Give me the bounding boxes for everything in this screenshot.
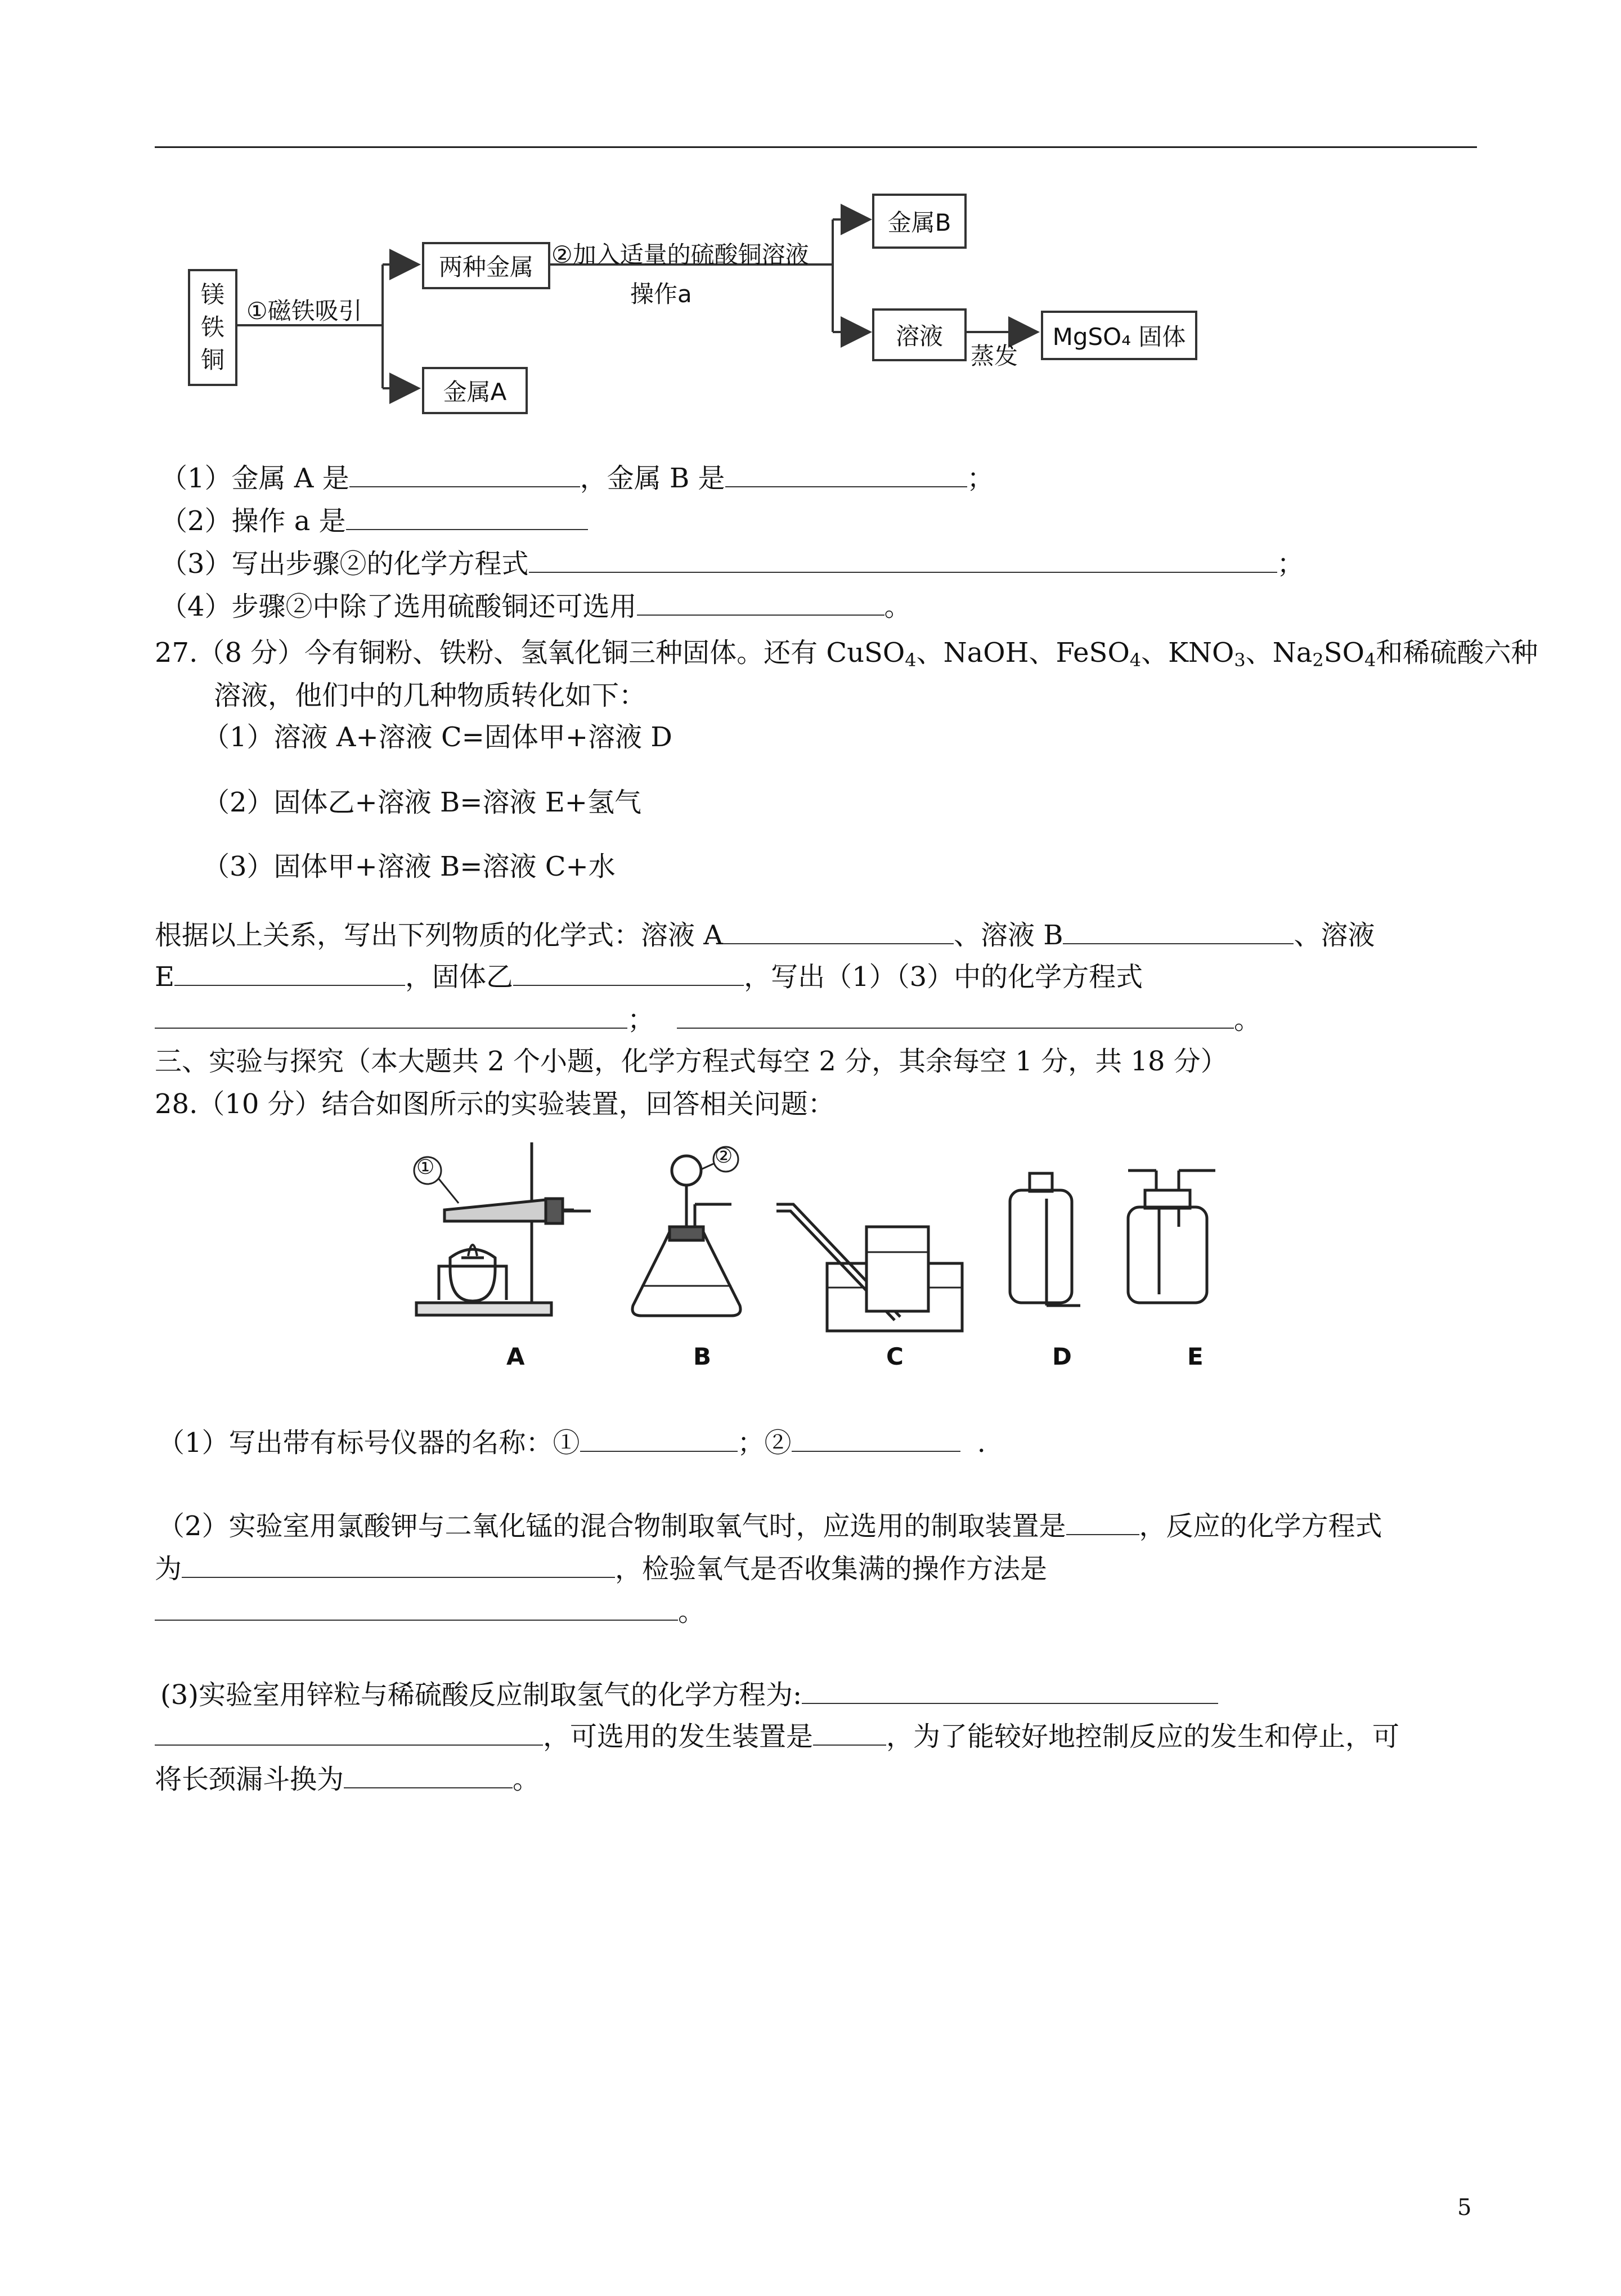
lab-apparatus-figure <box>405 1137 1227 1384</box>
q28-part-3-line-2: ，可选用的发生装置是 ，为了能较好地控制反应的发生和停止，可 <box>155 1719 1399 1754</box>
two-metals-box: 两种金属 <box>422 242 550 289</box>
answer-blank[interactable] <box>637 589 884 616</box>
start-mixture-box <box>188 269 237 386</box>
answer-blank[interactable] <box>1063 917 1294 944</box>
answer-blank[interactable] <box>792 1425 960 1452</box>
q28-part-2-line-2: 为 ，检验氧气是否收集满的操作方法是 <box>155 1551 1047 1586</box>
start-char: 铁 <box>200 313 224 341</box>
apparatus-a <box>414 1142 591 1315</box>
q28-title: 28.（10 分）结合如图所示的实验装置，回答相关问题： <box>155 1088 835 1120</box>
product-box: MgSO₄ 固体 <box>1041 311 1197 360</box>
header-rule <box>155 146 1477 148</box>
apparatus-drawing <box>405 1137 1227 1384</box>
answer-blank[interactable] <box>344 1761 513 1788</box>
q27-ask-2: E ，固体乙 ，写出（1）（3）中的化学方程式 <box>155 959 1143 994</box>
apparatus-e <box>1128 1171 1215 1303</box>
apparatus-c <box>776 1204 962 1331</box>
operation-label: 操作a <box>630 280 692 308</box>
answer-blank[interactable] <box>155 1719 543 1746</box>
q27-reaction-2: （2）固体乙+溶液 B=溶液 E+氢气 <box>203 787 642 818</box>
q28-part-3-line-1: (3)实验室用锌粒与稀硫酸反应制取氢气的化学方程为: <box>160 1677 1218 1712</box>
answer-blank[interactable] <box>174 959 405 986</box>
apparatus-d <box>1010 1173 1080 1306</box>
q26-line-3: （3）写出步骤②的化学方程式 ； <box>160 546 1304 581</box>
answer-blank[interactable] <box>346 503 588 530</box>
q26-line-1: （1）金属 A 是 ，金属 B 是 ； <box>160 460 994 495</box>
start-char: 镁 <box>200 281 224 308</box>
metal-b-box: 金属B <box>872 194 967 249</box>
answer-blank[interactable] <box>182 1551 615 1578</box>
q26-line-4: （4）步骤②中除了选用硫酸铜还可选用 。 <box>160 589 911 624</box>
solution-box: 溶液 <box>872 308 967 361</box>
step1-label: ①磁铁吸引 <box>246 297 362 325</box>
answer-blank[interactable] <box>677 1002 1234 1029</box>
apparatus-label-c: C <box>886 1343 904 1370</box>
q28-part-1: （1）写出带有标号仪器的名称：① ；② . <box>158 1425 986 1460</box>
q26-line-2: （2）操作 a 是 <box>160 503 588 538</box>
q28-part-2-line-3: 。 <box>155 1594 705 1629</box>
answer-blank[interactable] <box>802 1677 1218 1704</box>
evaporate-label: 蒸发 <box>971 342 1018 370</box>
start-char: 铜 <box>200 346 224 374</box>
answer-blank[interactable] <box>725 460 967 487</box>
answer-blank[interactable] <box>155 1002 627 1029</box>
page-number: 5 <box>1457 2195 1472 2221</box>
q27-intro-2: 溶液，他们中的几种物质转化如下： <box>214 680 646 711</box>
marker-1: ① <box>416 1156 435 1179</box>
marker-2: ② <box>715 1145 733 1168</box>
metal-a-box: 金属A <box>422 367 528 414</box>
step2-label: ②加入适量的硫酸铜溶液 <box>551 241 809 268</box>
answer-blank[interactable] <box>723 917 954 944</box>
q27-ask-3: ； 。 <box>155 1002 1261 1037</box>
apparatus-label-b: B <box>693 1343 712 1370</box>
answer-blank[interactable] <box>155 1594 678 1621</box>
q27-ask-1: 根据以上关系，写出下列物质的化学式：溶液 A 、溶液 B 、溶液 <box>155 917 1375 952</box>
apparatus-label-a: A <box>506 1343 525 1370</box>
answer-blank[interactable] <box>513 959 744 986</box>
answer-blank[interactable] <box>1066 1508 1139 1535</box>
apparatus-label-e: E <box>1187 1343 1204 1370</box>
separation-flow-diagram <box>180 186 1204 422</box>
q27-reaction-1: （1）溶液 A+溶液 C=固体甲+溶液 D <box>203 721 672 753</box>
q27-intro-1: 27.（8 分）今有铜粉、铁粉、氢氧化铜三种固体。还有 CuSO$_4$、NaOH、FeSO$_4$、$KNO_3$、$Na_2SO_4$和稀硫酸六种 <box>155 637 1538 671</box>
q27-reaction-3: （3）固体甲+溶液 B=溶液 C+水 <box>203 851 616 882</box>
q28-part-2-line-1: （2）实验室用氯酸钾与二氧化锰的混合物制取氧气时，应选用的制取装置是 ，反应的化学方程式 <box>158 1508 1382 1543</box>
section-3-heading: 三、实验与探究（本大题共 2 个小题，化学方程式每空 2 分，其余每空 1 分，共 18 分） <box>155 1046 1228 1077</box>
answer-blank[interactable] <box>529 546 1277 573</box>
answer-blank[interactable] <box>349 460 580 487</box>
answer-blank[interactable] <box>813 1719 886 1746</box>
q28-part-3-line-3: 将长颈漏斗换为 。 <box>155 1761 540 1796</box>
apparatus-b <box>632 1147 740 1316</box>
answer-blank[interactable] <box>580 1425 738 1452</box>
apparatus-label-d: D <box>1052 1343 1072 1370</box>
